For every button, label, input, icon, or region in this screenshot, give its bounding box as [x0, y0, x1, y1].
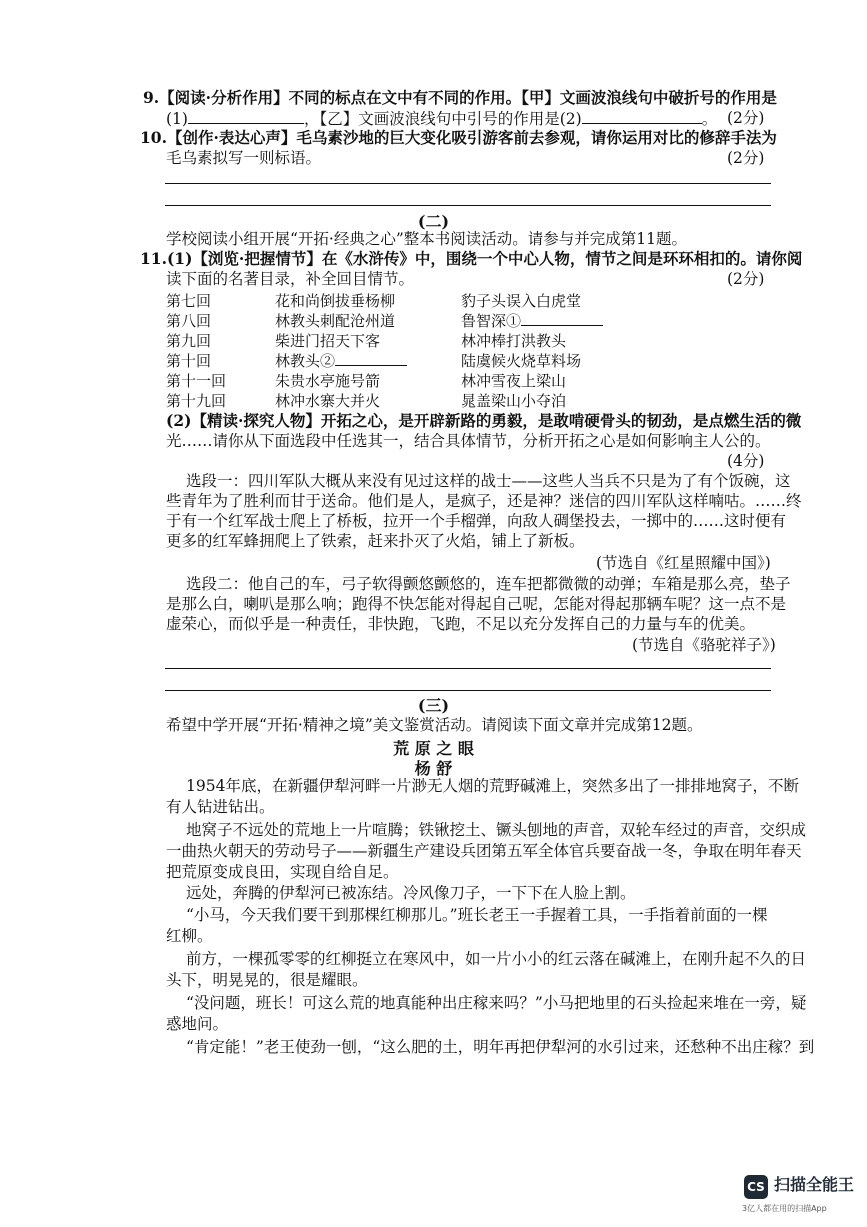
toc-a-7: 花和尚倒拔垂杨柳 [275, 292, 396, 310]
para2-line2: 一曲热火朝天的劳动号子——新疆生产建设兵团第五军全体官兵要奋战一冬，争取在明年春天 [166, 842, 802, 860]
toc-blank-2[interactable] [335, 350, 407, 366]
toc-b-10: 陆虞候火烧草料场 [461, 352, 582, 370]
para4-line1: “小马，今天我们要干到那棵红柳那儿。”班长老王一手握着工具，一手指着前面的一棵 [186, 906, 768, 924]
q10-answer-line-1[interactable] [165, 183, 771, 184]
toc-b-8-text: 鲁智深① [461, 312, 522, 330]
q11-part2-line2: 光……请你从下面选段中任选其一，结合具体情节，分析开拓之心是如何影响主人公的。 [166, 432, 771, 450]
para7-line1: “肯定能！”老王使劲一刨，“这么肥的土，明年再把伊犁河的水引过来，还愁种不出庄稼？到 [186, 1038, 815, 1056]
q11-part2-line1-text: (2)【精读·探究人物】开拓之心，是开辟新路的勇毅，是敢啃硬骨头的韧劲，是点燃生活的微 [166, 411, 802, 430]
q11-line2: 读下面的名著目录，补全回目情节。 [166, 270, 415, 288]
excerpt2-line-2: 是那么白，喇叭是那么响；跑得不快怎能对得起自己呢，怎能对得起那辆车呢？这一点不是 [166, 595, 787, 613]
toc-num-8: 第八回 [166, 312, 212, 330]
section3-title: (三) [417, 696, 450, 715]
para6-line2: 惑地问。 [166, 1015, 229, 1033]
excerpt2-line-3: 虚荣心，而似乎是一种责任，非快跑，飞跑，不足以充分发挥自己的力量与车的优美。 [166, 615, 756, 633]
article-author: 杨 舒 [414, 759, 453, 778]
toc-a-10 [275, 350, 407, 371]
scanner-app-name: 扫描全能王 [774, 1175, 855, 1194]
q9-blank-2[interactable] [582, 108, 702, 124]
toc-num-7: 第七回 [166, 292, 212, 310]
toc-a-11: 朱贵水亭施号箭 [275, 372, 381, 390]
toc-num-9: 第九回 [166, 332, 212, 350]
q9-line2 [166, 108, 717, 129]
excerpt1-line-3: 于有一个红军战士爬上了桥板，拉开一个手榴弹，向敌人碉堡投去，一掷中的……这时便有 [166, 512, 787, 530]
toc-blank-1[interactable] [521, 310, 603, 326]
toc-num-19: 第十九回 [166, 392, 227, 410]
toc-a-19: 林冲水寨大并火 [275, 392, 381, 410]
q10-answer-line-2[interactable] [165, 205, 771, 206]
q11-score-1: (2分) [727, 270, 765, 288]
para5-line2: 头下，明晃晃的，很是耀眼。 [166, 971, 368, 989]
toc-b-8 [461, 310, 603, 331]
para2-line3: 把荒原变成良田，实现自给自足。 [166, 863, 399, 881]
toc-b-7: 豹子头误入白虎堂 [461, 292, 582, 310]
toc-a-8: 林教头刺配沧州道 [275, 312, 396, 330]
excerpt1-line-4: 更多的红军蜂拥爬上了铁索，赶来扑灭了火焰，铺上了新板。 [166, 532, 585, 550]
q11-part2-line1 [166, 411, 801, 431]
q11-line1: 11.(1)【浏览·把握情节】在《水浒传》中，围绕一个中心人物，情节之间是环环相扣的。请你阅 [140, 249, 803, 268]
excerpt1-line-2: 些青年为了胜利而甘于送命。他们是人，是疯子，还是神？迷信的四川军队这样喃咕。……终 [166, 492, 802, 510]
q10-line1: 10.【创作·表达心声】毛乌素沙地的巨大变化吸引游客前去参观，请你运用对比的修辞手法为 [140, 128, 777, 147]
q9-line1: 9.【阅读·分析作用】不同的标点在文中有不同的作用。【甲】文画波浪线句中破折号的作用是 [143, 88, 777, 107]
q9-end: 。 [701, 110, 718, 128]
para2-line1: 地窝子不远处的荒地上一片喧腾；铁锹挖土、镢头刨地的声音，双轮车经过的声音，交织成 [186, 821, 807, 839]
para3-line1: 远处，奔腾的伊犁河已被冻结。冷风像刀子，一下下在人脸上割。 [186, 884, 636, 902]
para6-line1: “没问题，班长！可这么荒的地真能种出庄稼来吗？”小马把地里的石头捡起来堆在一旁，疑 [186, 994, 807, 1012]
toc-a-9: 柴进门招天下客 [275, 332, 381, 350]
toc-b-11: 林冲雪夜上梁山 [461, 372, 567, 390]
q10-line2: 毛乌素拟写一则标语。 [166, 149, 322, 167]
q11-answer-line-2[interactable] [165, 690, 771, 691]
section2-intro: 学校阅读小组开展“开拓·经典之心”整本书阅读活动。请参与并完成第11题。 [166, 230, 688, 248]
para1-line2: 有人钻进钻出。 [166, 798, 275, 816]
toc-b-19: 晁盖梁山小夺泊 [461, 392, 567, 410]
q9-part1-label: (1) [166, 110, 188, 128]
section3-intro: 希望中学开展“开拓·精神之境”美文鉴赏活动。请阅读下面文章并完成第12题。 [166, 716, 703, 734]
q11-answer-line-1[interactable] [165, 668, 771, 669]
q11-score-2: (4分) [727, 452, 765, 470]
toc-num-11: 第十一回 [166, 372, 227, 390]
article-title: 荒 原 之 眼 [393, 739, 474, 758]
q9-blank-1[interactable] [188, 108, 304, 124]
excerpt2-source: (节选自《骆驼祥子》) [632, 636, 776, 654]
para1-line1: 1954年底，在新疆伊犁河畔一片渺无人烟的荒野碱滩上，突然多出了一排排地窝子，不断 [186, 777, 799, 795]
q9-part2-label: ，【乙】文画波浪线句中引号的作用是(2) [303, 110, 582, 128]
toc-a-10-text: 林教头② [275, 352, 336, 370]
para5-line1: 前方，一棵孤零零的红柳挺立在寒风中，如一片小小的红云落在碱滩上，在刚升起不久的日 [186, 950, 807, 968]
section2-title: (二) [417, 212, 450, 231]
excerpt1-source: (节选自《红星照耀中国》) [596, 554, 771, 572]
scanner-logo-icon: CS [744, 1175, 768, 1199]
scanner-tagline: 3亿人都在用的扫描App [742, 1204, 827, 1213]
toc-b-9: 林冲棒打洪教头 [461, 332, 567, 350]
excerpt1-line-1: 选段一：四川军队大概从来没有见过这样的战士——这些人当兵不只是为了有个饭碗，这 [186, 472, 791, 490]
para4-line2: 红柳。 [166, 927, 213, 945]
excerpt2-line-1: 选段二：他自己的车，弓子软得颤悠颤悠的，连车把都微微的动弹；车箱是那么亮，垫子 [186, 575, 791, 593]
q10-score: (2分) [727, 149, 765, 167]
q9-score: (2分) [727, 109, 765, 127]
toc-num-10: 第十回 [166, 352, 212, 370]
